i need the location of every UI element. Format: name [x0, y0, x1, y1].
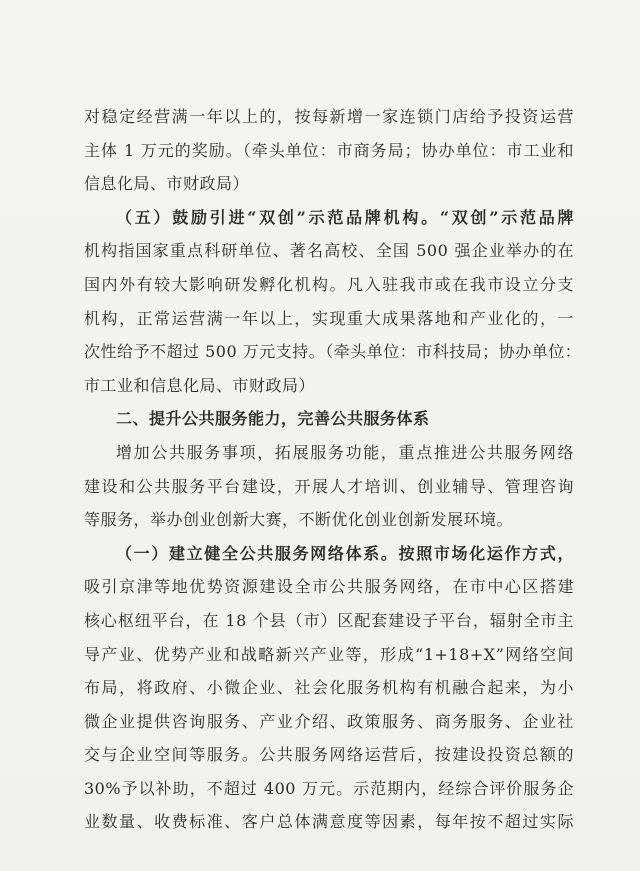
- text-line: 交与企业空间等服务。公共服务网络运营后，按建设投资总额的: [84, 745, 574, 765]
- text-line: 建设和公共服务平台建设，开展人才培训、创业辅导、管理咨询: [84, 476, 574, 496]
- text-line: 吸引京津等地优势资源建设全市公共服务网络，在市中心区搭建: [84, 577, 574, 597]
- text-line: 等服务，举办创业创新大赛，不断优化创业创新发展环境。: [84, 510, 514, 530]
- subsection-heading-line: （一）建立健全公共服务网络体系。按照市场化运作方式，: [116, 543, 574, 563]
- text-line: 主体 1 万元的奖励。（牵头单位：市商务局；协办单位：市工业和: [84, 140, 574, 160]
- text-line: 次性给予不超过 500 万元支持。（牵头单位：市科技局；协办单位：: [84, 342, 582, 362]
- text-line: 30%予以补助，不超过 400 万元。示范期内，经综合评价服务企: [84, 778, 574, 798]
- text-line: 信息化局、市财政局）: [84, 174, 250, 194]
- text-line: 机构指国家重点科研单位、著名高校、全国 500 强企业举办的在: [84, 241, 574, 261]
- text-line: 市工业和信息化局、市财政局）: [84, 375, 316, 395]
- text-line: 增加公共服务事项，拓展服务功能，重点推进公共服务网络: [116, 442, 574, 462]
- text-line: 对稳定经营满一年以上的，按每新增一家连锁门店给予投资运营: [84, 107, 574, 126]
- text-line: 机构，正常运营满一年以上，实现重大成果落地和产业化的，一: [84, 308, 574, 328]
- section-heading: 二、提升公共服务能力，完善公共服务体系: [116, 409, 430, 429]
- text-line: 国内外有较大影响研发孵化机构。凡入驻我市或在我市设立分支: [84, 274, 574, 294]
- text-line: 业数量、收费标准、客户总体满意度等因素，每年按不超过实际: [84, 812, 574, 832]
- text-line: 布局，将政府、小微企业、社会化服务机构有机融合起来，为小: [84, 678, 574, 698]
- text-line: 微企业提供咨询服务、产业介绍、政策服务、商务服务、企业社: [84, 711, 574, 731]
- text-line: 导产业、优势产业和战略新兴产业等，形成“1+18+X”网络空间: [84, 644, 574, 664]
- text-line: 核心枢纽平台，在 18 个县（市）区配套建设子平台，辐射全市主: [84, 610, 574, 630]
- subsection-heading-line: （五）鼓励引进“双创”示范品牌机构。“双创”示范品牌: [116, 207, 574, 227]
